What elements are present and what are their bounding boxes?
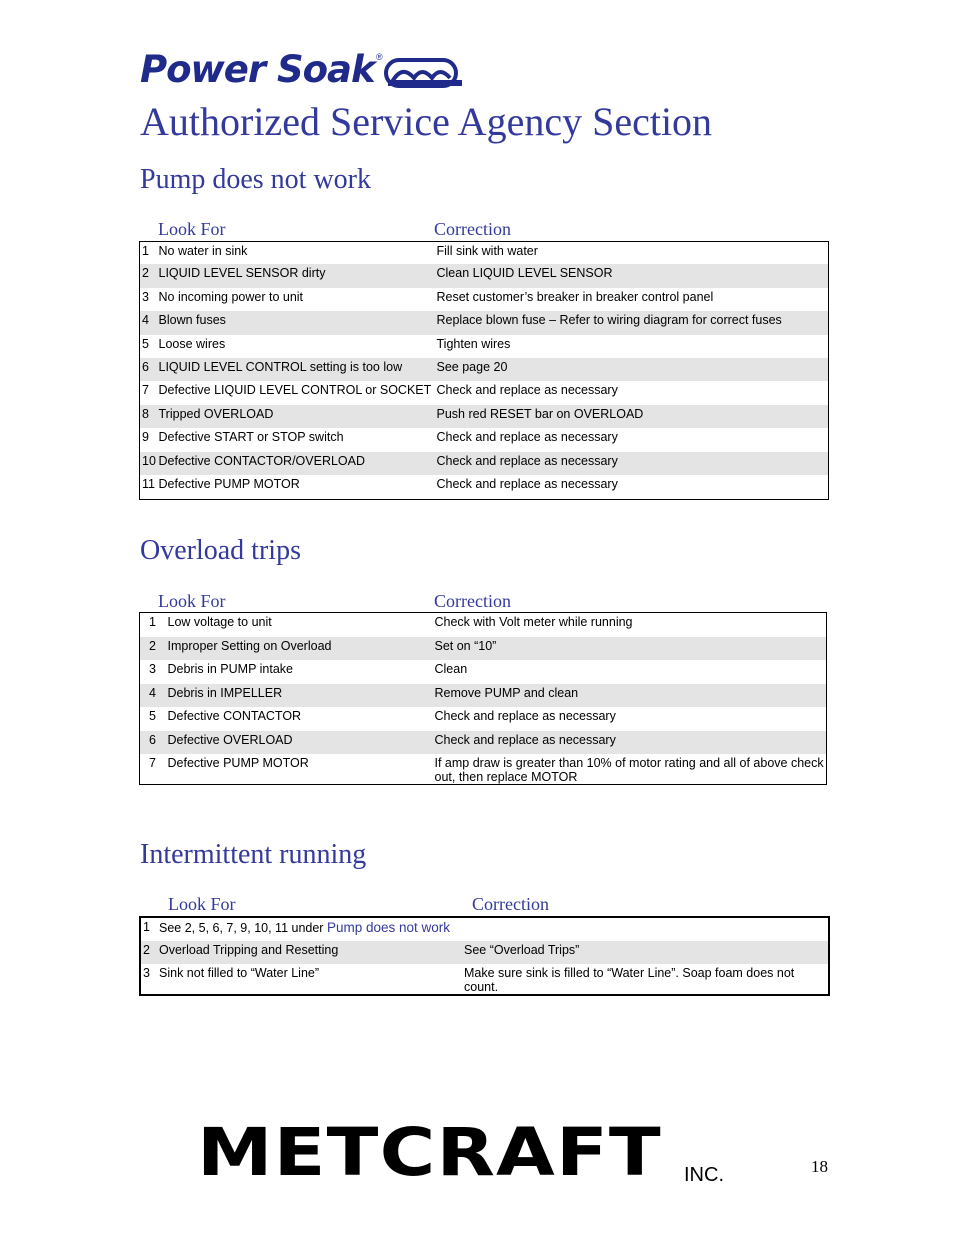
row-look-for: LIQUID LEVEL CONTROL setting is too low — [157, 358, 435, 381]
row-look-for: Defective START or STOP switch — [158, 429, 344, 444]
row-correction: If amp draw is greater than 10% of motor rating and all of above check out, then replace MOTOR — [434, 755, 824, 784]
row-number: 10 — [140, 452, 157, 475]
row-correction: Tighten wires — [436, 336, 511, 351]
table-row — [140, 381, 829, 405]
row-correction: Check with Volt meter while running — [434, 615, 633, 629]
row-correction: Push red RESET bar on OVERLOAD — [435, 405, 829, 428]
row-look-for: Blown fuses — [157, 311, 435, 335]
row-look-for: Defective PUMP MOTOR — [167, 755, 309, 770]
row-number: 9 — [142, 429, 149, 444]
row-look-for: LIQUID LEVEL SENSOR dirty — [157, 264, 435, 288]
row-correction: Check and replace as necessary — [433, 731, 827, 754]
row-number: 6 — [140, 731, 166, 754]
table-row — [140, 335, 829, 358]
table-row — [140, 475, 829, 500]
page-number: 18 — [811, 1157, 828, 1176]
row-number: 6 — [140, 358, 157, 381]
row-correction: Check and replace as necessary — [436, 429, 618, 444]
section-title-overload: Overload trips — [140, 535, 301, 566]
row-number: 1 — [149, 615, 156, 629]
metcraft-wordmark: METCRAFT — [197, 1114, 662, 1191]
col-correction: Correction — [434, 219, 511, 239]
row-number: 3 — [143, 966, 150, 980]
col-look-for: Look For — [168, 894, 236, 914]
row-look-for: Defective PUMP MOTOR — [158, 476, 300, 491]
row-correction: See page 20 — [435, 358, 829, 381]
row-look-for: Defective CONTACTOR/OVERLOAD — [157, 452, 435, 475]
pump-table — [139, 241, 829, 500]
row-correction: Remove PUMP and clean — [433, 684, 827, 707]
row-look-for — [157, 917, 829, 941]
section-title-intermittent: Intermittent running — [140, 839, 367, 870]
row-correction: Clean — [434, 661, 468, 676]
row-number: 1 — [142, 244, 149, 258]
table-row — [140, 358, 829, 381]
row-look-for-text: See 2, 5, 6, 7, 9, 10, 11 under — [159, 921, 327, 935]
row-look-for: No incoming power to unit — [158, 289, 304, 304]
table-row — [140, 452, 829, 475]
table-row — [140, 428, 829, 452]
row-correction: Reset customer’s breaker in breaker control panel — [436, 289, 714, 304]
metcraft-logo — [197, 1114, 737, 1191]
row-look-for: Defective OVERLOAD — [166, 731, 433, 754]
inc-suffix: INC. — [684, 1164, 724, 1186]
row-number: 11 — [142, 476, 155, 491]
col-correction: Correction — [434, 591, 511, 611]
row-number: 7 — [149, 755, 156, 770]
row-correction: Clean LIQUID LEVEL SENSOR — [435, 264, 829, 288]
table-row — [140, 684, 827, 707]
row-look-for: Debris in IMPELLER — [166, 684, 433, 707]
row-correction: Check and replace as necessary — [436, 476, 618, 491]
intermittent-table — [139, 916, 830, 996]
table-row — [140, 731, 827, 754]
row-correction: Replace blown fuse – Refer to wiring diagram for correct fuses — [435, 311, 829, 335]
table-row — [140, 941, 829, 964]
logo-wordmark: Power Soak — [140, 48, 375, 91]
page-title: Authorized Service Agency Section — [140, 99, 713, 144]
row-correction: Set on “10” — [433, 637, 827, 660]
row-look-for: Loose wires — [158, 336, 226, 351]
col-look-for: Look For — [158, 219, 226, 239]
row-number: 3 — [142, 289, 149, 304]
row-correction: Check and replace as necessary — [434, 708, 616, 723]
table-row — [140, 964, 829, 995]
row-number: 2 — [140, 264, 157, 288]
power-soak-logo — [140, 48, 470, 96]
col-look-for: Look For — [158, 591, 226, 611]
row-correction: Make sure sink is filled to “Water Line”. Soap foam does not count. — [464, 966, 795, 994]
table-row — [140, 405, 829, 428]
table-row — [140, 660, 827, 684]
table-row — [140, 707, 827, 731]
table-row — [140, 613, 827, 637]
row-look-for: Low voltage to unit — [167, 615, 272, 629]
row-correction: See “Overload Trips” — [462, 941, 829, 964]
table-row — [140, 917, 829, 941]
row-number: 3 — [149, 661, 156, 676]
row-number: 5 — [142, 336, 149, 351]
section-title-pump: Pump does not work — [140, 164, 371, 195]
row-correction: Check and replace as necessary — [436, 382, 618, 397]
row-number: 2 — [140, 637, 166, 660]
registered-mark: ® — [376, 52, 383, 62]
table-row — [140, 288, 829, 311]
table-row — [140, 264, 829, 288]
row-look-for: Tripped OVERLOAD — [157, 405, 435, 428]
row-look-for: Improper Setting on Overload — [166, 637, 433, 660]
row-look-for: Defective CONTACTOR — [167, 708, 302, 723]
table-row — [140, 311, 829, 335]
wave-logo-icon — [384, 56, 466, 90]
row-correction: Fill sink with water — [436, 244, 538, 258]
row-number: 8 — [140, 405, 157, 428]
row-number: 1 — [143, 920, 150, 934]
table-row — [140, 637, 827, 660]
table-row — [140, 754, 827, 785]
row-correction: Check and replace as necessary — [435, 452, 829, 475]
row-number: 4 — [140, 311, 157, 335]
row-number: 5 — [149, 708, 156, 723]
row-look-for: Defective LIQUID LEVEL CONTROL or SOCKET — [158, 382, 432, 397]
row-look-for: Debris in PUMP intake — [167, 661, 294, 676]
row-look-for: Sink not filled to “Water Line” — [159, 966, 320, 980]
row-number: 2 — [140, 941, 157, 964]
row-look-for: Overload Tripping and Resetting — [157, 941, 462, 964]
row-number: 7 — [142, 382, 149, 397]
table-row — [140, 242, 829, 264]
overload-table — [139, 612, 827, 785]
pump-section-reference: Pump does not work — [326, 920, 451, 935]
row-number: 4 — [140, 684, 166, 707]
col-correction: Correction — [472, 894, 549, 914]
row-look-for: No water in sink — [158, 244, 248, 258]
